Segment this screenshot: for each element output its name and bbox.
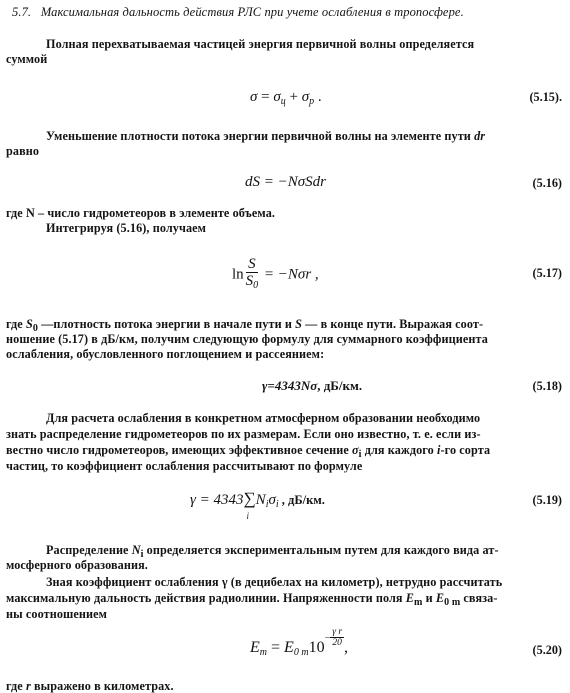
paragraph-line: Полная перехватываемая частицей энергия первичной волны определяется: [46, 37, 475, 51]
paragraph-line: суммой: [6, 52, 48, 66]
paragraph-line: Зная коэффициент ослабления γ (в децибелах на километр), нетрудно рассчитать: [46, 575, 503, 589]
equation-number: (5.16): [532, 176, 562, 190]
paragraph-line: мосферного образования.: [6, 558, 148, 572]
paragraph-line: Для расчета ослабления в конкретном атмосферном образовании необходимо: [46, 411, 481, 425]
equation-5-16: dS = −NσSdr: [245, 174, 326, 190]
section-heading: [12, 5, 568, 19]
paragraph-line: максимальную дальность действия радиолинии. Напряженности поля $E_m$ и $E_{0 m}$ связа-: [6, 591, 498, 608]
equation-5-18: γ=4343Nσ, дБ/км.: [262, 378, 363, 393]
equation-number: (5.18): [532, 379, 562, 393]
equation-number: (5.17): [532, 266, 562, 280]
equation-number: (5.15).: [529, 90, 562, 104]
paragraph-line: ослабления, обусловленного поглощением и рассеянием:: [6, 347, 325, 361]
paragraph-line: знать распределение гидрометеоров по их размерам. Если оно известно, т. е. если из-: [6, 427, 481, 441]
equation-number: (5.20): [532, 643, 562, 657]
paragraph-line: где N – число гидрометеоров в элементе объема.: [6, 206, 276, 220]
section-number: 5.7.: [12, 5, 32, 19]
paragraph-line: Уменьшение плотности потока энергии первичной волны на элементе пути dr: [46, 129, 486, 143]
equation-5-19: γ = 4343∑ i $N_i\sigma_i$ , дБ/км.: [190, 489, 325, 521]
paragraph-line: вестно число гидрометеоров, имеющих эффективное сечение $\sigma_i$ для каждого i-го сорта: [6, 443, 491, 460]
section-title: Максимальная дальность действия РЛС при учете ослабления в тропосфере.: [40, 5, 464, 19]
equation-5-20: $E_m = E_{0 m}10^-$ $\frac{\text{γ r}}{20}$ ,: [250, 627, 349, 659]
paragraph-line: частиц, то коэффициент ослабления рассчитывают по формуле: [6, 459, 363, 473]
paragraph-line: ны соотношением: [6, 607, 108, 621]
paragraph-line: где r выражено в километрах.: [6, 679, 174, 693]
paragraph-line: Распределение $N_i$ определяется экспериментальным путем для каждого вида ат-: [46, 543, 499, 560]
equation-5-17: ln $\frac{S}{S_0}$ = −Nσr ,: [232, 256, 319, 291]
paragraph-line: Интегрируя (5.16), получаем: [46, 221, 207, 235]
equation-5-15: $\sigma = \sigma_ц + \sigma_р$ .: [250, 89, 322, 107]
paragraph-line: ношение (5.17) в дБ/км, получим следующую формулу для суммарного коэффициента: [6, 332, 488, 346]
equation-number: (5.19): [532, 493, 562, 507]
paragraph-line: где $S_0$ —плотность потока энергии в начале пути и S — в конце пути. Выражая соот-: [6, 317, 484, 334]
paragraph-line: равно: [6, 144, 40, 158]
